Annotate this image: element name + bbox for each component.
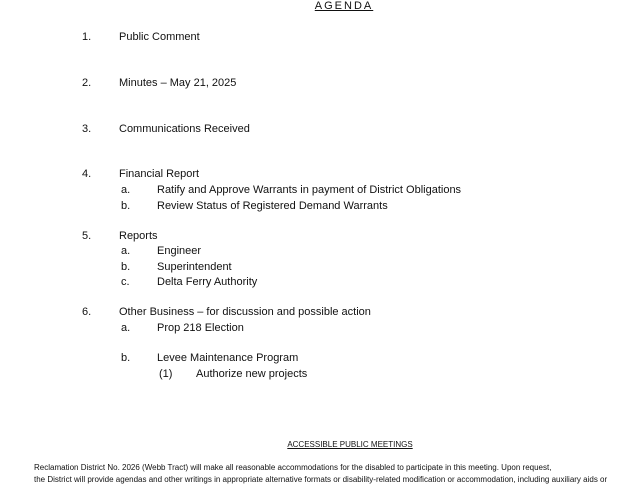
subitem-letter: b.: [121, 261, 131, 273]
item-number: 4.: [82, 168, 92, 180]
item-text: Communications Received: [119, 123, 250, 135]
item-text: Financial Report: [119, 168, 200, 180]
subitem-text: Prop 218 Election: [157, 322, 244, 334]
subitem-letter: b.: [121, 200, 131, 212]
agenda-title: AGENDA: [314, 0, 374, 12]
accessible-line-2: the District will provide agendas and other writings in appropriate alternative formats or disability-related modification or accommodation, including auxiliary aids or: [34, 475, 608, 484]
accessible-line-1: Reclamation District No. 2026 (Webb Tract) will make all reasonable accommodations for the disabled to participate in this meeting. Upon request,: [34, 463, 552, 472]
subitem-text: Review Status of Registered Demand Warrants: [157, 200, 388, 212]
item-text: Minutes – May 21, 2025: [119, 77, 237, 89]
subitem-letter: c.: [121, 276, 130, 288]
accessible-heading: ACCESSIBLE PUBLIC MEETINGS: [287, 440, 413, 449]
item-number: 3.: [82, 123, 92, 135]
item-text: Public Comment: [119, 31, 200, 43]
item-number: 1.: [82, 31, 92, 43]
subitem-letter: a.: [121, 245, 131, 257]
subitem-text: Ratify and Approve Warrants in payment of District Obligations: [157, 184, 462, 196]
subitem-text: Delta Ferry Authority: [157, 276, 258, 288]
subitem-text: Engineer: [157, 245, 202, 257]
subitem-letter: a.: [121, 322, 131, 334]
item-text: Other Business – for discussion and possible action: [119, 306, 371, 318]
subitem-text: Levee Maintenance Program: [157, 352, 299, 364]
item-number: 6.: [82, 306, 92, 318]
subsubitem-text: Authorize new projects: [196, 368, 308, 380]
subitem-letter: a.: [121, 184, 131, 196]
subsubitem-number: (1): [159, 368, 173, 380]
subitem-text: Superintendent: [157, 261, 232, 273]
item-number: 2.: [82, 77, 92, 89]
item-text: Reports: [119, 230, 158, 242]
item-number: 5.: [82, 230, 92, 242]
subitem-letter: b.: [121, 352, 131, 364]
